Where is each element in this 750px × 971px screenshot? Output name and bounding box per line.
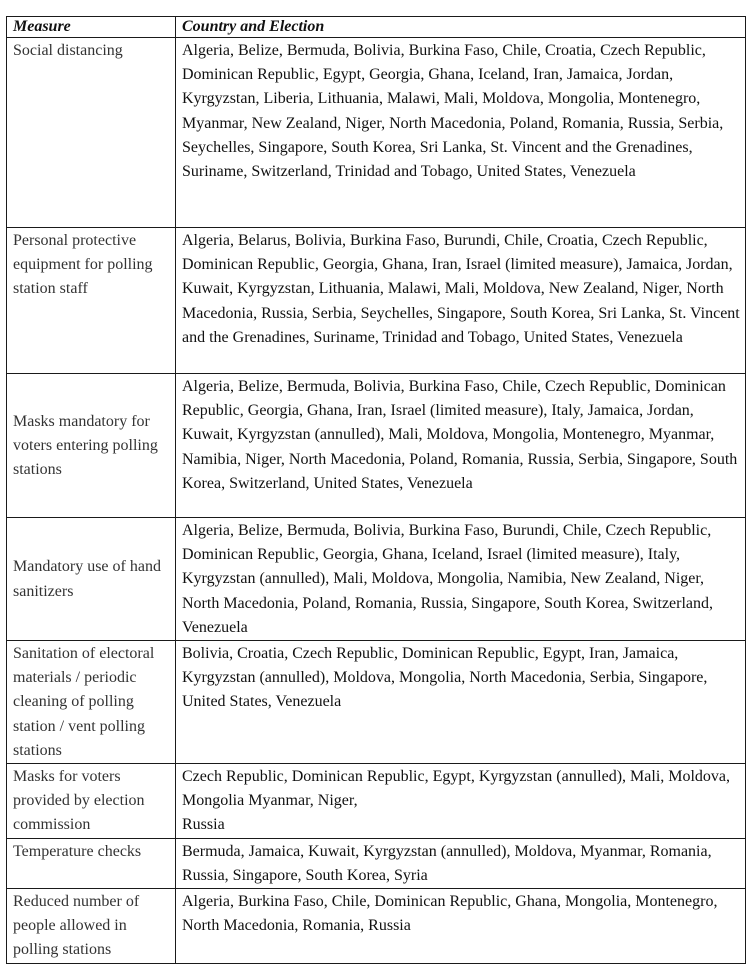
countries-cell: Bermuda, Jamaica, Kuwait, Kyrgyzstan (annulled), Moldova, Myanmar, Romania, Russia, Singapore, South Korea, Syria — [176, 838, 746, 888]
measure-cell: Personal protective equipment for polling station staff — [7, 228, 176, 374]
measure-cell: Mandatory use of hand sanitizers — [7, 518, 176, 641]
countries-text-continued: Russia — [182, 816, 225, 834]
header-country-and-election: Country and Election — [176, 17, 746, 38]
measure-cell: Social distancing — [7, 38, 176, 228]
table-row — [7, 764, 746, 839]
table-row — [7, 374, 746, 518]
table-row — [7, 228, 746, 374]
table-header-row — [7, 17, 746, 38]
table-row — [7, 889, 746, 964]
table-row — [7, 838, 746, 888]
countries-cell: Algeria, Burkina Faso, Chile, Dominican Republic, Ghana, Mongolia, Montenegro, North Macedonia, Romania, Russia — [176, 889, 746, 964]
measure-cell: Masks for voters provided by election commission — [7, 764, 176, 839]
measure-cell: Temperature checks — [7, 838, 176, 888]
measure-cell: Reduced number of people allowed in polling stations — [7, 889, 176, 964]
countries-cell: Algeria, Belize, Bermuda, Bolivia, Burkina Faso, Burundi, Chile, Czech Republic, Dominican Republic, Georgia, Ghana, Iceland, Israel (limited measure), Italy, Kyrgyzstan (annulled), Mali, Moldova, Mongolia, Namibia, New Zealand, Niger, North Macedonia, Poland, Romania, Russia, Singapore, South Korea, Switzerland, Venezuela — [176, 518, 746, 641]
measure-cell: Masks mandatory for voters entering polling stations — [7, 374, 176, 518]
table-row — [7, 518, 746, 641]
measures-table — [6, 16, 746, 964]
countries-cell: Algeria, Belarus, Bolivia, Burkina Faso, Burundi, Chile, Croatia, Czech Republic, Dominican Republic, Georgia, Ghana, Iran, Israel (limited measure), Jamaica, Jordan, Kuwait, Kyrgyzstan, Lithuania, Malawi, Mali, Moldova, New Zealand, Niger, North Macedonia, Russia, Serbia, Seychelles, Singapore, South Korea, Sri Lanka, St. Vincent and the Grenadines, Suriname, Trinidad and Tobago, United States, Venezuela — [176, 228, 746, 374]
countries-cell: Bolivia, Croatia, Czech Republic, Dominican Republic, Egypt, Iran, Jamaica, Kyrgyzstan (annulled), Moldova, Mongolia, North Macedonia, Serbia, Singapore, United States, Venezuela — [176, 641, 746, 764]
countries-cell: Algeria, Belize, Bermuda, Bolivia, Burkina Faso, Chile, Czech Republic, Dominican Republic, Georgia, Ghana, Iran, Israel (limited measure), Italy, Jamaica, Jordan, Kuwait, Kyrgyzstan (annulled), Mali, Moldova, Mongolia, Montenegro, Myanmar, Namibia, Niger, North Macedonia, Poland, Romania, Russia, Serbia, Singapore, South Korea, Switzerland, United States, Venezuela — [176, 374, 746, 518]
table-row — [7, 38, 746, 228]
measure-cell: Sanitation of electoral materials / periodic cleaning of polling station / vent polling stations — [7, 641, 176, 764]
countries-text: Czech Republic, Dominican Republic, Egypt, Kyrgyzstan (annulled), Mali, Moldova, Mongolia Myanmar, Niger, — [182, 768, 731, 810]
countries-cell: Algeria, Belize, Bermuda, Bolivia, Burkina Faso, Chile, Croatia, Czech Republic, Dominican Republic, Egypt, Georgia, Ghana, Iceland, Iran, Jamaica, Jordan, Kyrgyzstan, Liberia, Lithuania, Malawi, Mali, Moldova, Mongolia, Montenegro, Myanmar, New Zealand, Niger, North Macedonia, Poland, Romania, Russia, Serbia, Seychelles, Singapore, South Korea, Sri Lanka, St. Vincent and the Grenadines, Suriname, Switzerland, Trinidad and Tobago, United States, Venezuela — [176, 38, 746, 228]
header-measure: Measure — [7, 17, 176, 38]
countries-cell — [176, 764, 746, 839]
table-row — [7, 641, 746, 764]
